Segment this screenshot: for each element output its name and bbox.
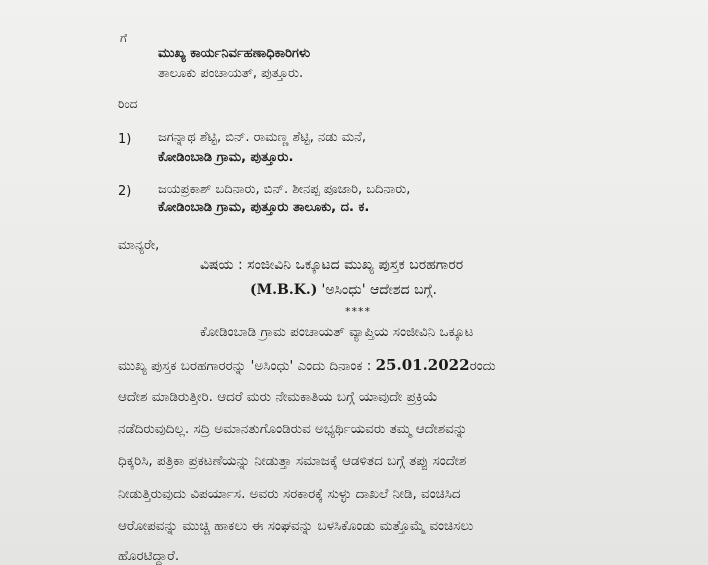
body-line-8: ಹೊರಟಿದ್ದಾರೆ. <box>118 548 180 564</box>
body-line-2-pre: ಮುಖ್ಯ ಪುಸ್ತಕ ಬರಹಗಾರರನ್ನು 'ಅಸಿಂಧು' ಎಂದು ದಿನಾಂಕ : <box>118 358 372 374</box>
to-label: ಗೆ <box>120 31 127 45</box>
sender-1-line2: ಕೋಡಿಂಬಾಡಿ ಗ್ರಾಮ, ಪುತ್ತೂರು. <box>158 150 294 165</box>
body-line-4: ನಡೆದಿರುವುದಿಲ್ಲ. ಸದ್ರಿ ಅಮಾನತುಗೊಂಡಿರುವ ಅಭ್ಯರ್ಥಿಯವರು ತಮ್ಮ ಆದೇಶವನ್ನು <box>118 421 468 437</box>
sender-2-line2: ಕೋಡಿಂಬಾಡಿ ಗ್ರಾಮ, ಪುತ್ತೂರು ತಾಲೂಕು, ದ. ಕ. <box>158 200 370 215</box>
subject-remainder: 'ಅಸಿಂಧು' ಆದೇಶದ ಬಗ್ಗೆ. <box>321 282 437 298</box>
body-line-3: ಆದೇಶ ಮಾಡಿರುತ್ತೀರಿ. ಆದರೆ ಮರು ನೇಮಕಾತಿಯ ಬಗ್ಗೆ ಯಾವುದೇ ಪ್ರಕ್ರಿಯೆ <box>118 389 438 405</box>
subject-line-2 <box>250 282 437 299</box>
body-line-6: ನೀಡುತ್ತಿರುವುದು ವಿಪರ್ಯಾಸ. ಅವರು ಸರಕಾರಕ್ಕೆ ಸುಳ್ಳು ದಾಖಲೆ ನೀಡಿ, ವಂಚಿಸಿದ <box>118 486 461 502</box>
order-date: 25.01.2022 <box>375 356 470 374</box>
recipient-title: ಮುಖ್ಯ ಕಾರ್ಯನಿರ್ವಹಣಾಧಿಕಾರಿಗಳು <box>158 46 311 61</box>
sender-2-line1: ಜಯಪ್ರಕಾಶ್ ಬದಿನಾರು, ಬಿನ್. ಶೀನಪ್ಪ ಪೂಜಾರಿ, ಬದಿನಾರು, <box>158 182 411 197</box>
sender-1-line1: ಜಗನ್ನಾಥ ಶೆಟ್ಟಿ, ಬಿನ್. ರಾಮಣ್ಣ ಶೆಟ್ಟಿ, ನಡು ಮನೆ, <box>158 130 367 145</box>
from-label: ರಿಂದ <box>118 97 138 111</box>
separator: **** <box>345 305 371 318</box>
body-line-1: ಕೋಡಿಂಬಾಡಿ ಗ್ರಾಮ ಪಂಚಾಯತ್ ವ್ಯಾಪ್ತಿಯ ಸಂಜೀವಿನಿ ಒಕ್ಕೂಟ <box>200 324 474 340</box>
sender-2-number: 2) <box>118 184 132 199</box>
salutation: ಮಾನ್ಯರೇ, <box>118 238 160 253</box>
body-line-5: ಧಿಕ್ಕರಿಸಿ, ಪತ್ರಿಕಾ ಪ್ರಕಟಣೆಯನ್ನು ನೀಡುತ್ತಾ ಸಮಾಜಕ್ಕೆ ಆಡಳಿತದ ಬಗ್ಗೆ ತಪ್ಪು ಸಂದೇಶ <box>118 453 467 469</box>
body-line-7: ಆರೋಪವನ್ನು ಮುಚ್ಚಿ ಹಾಕಲು ಈ ಸಂಘವನ್ನು ಬಳಸಿಕೊಂಡು ಮತ್ತೊಮ್ಮೆ ವಂಚಿಸಲು <box>118 518 474 534</box>
body-line-2-post: ರಂದು <box>469 358 496 374</box>
body-line-2 <box>118 357 496 374</box>
recipient-office: ತಾಲೂಕು ಪಂಚಾಯತ್, ಪುತ್ತೂರು. <box>158 66 304 81</box>
sender-1-number: 1) <box>118 132 132 147</box>
subject-code: (M.B.K.) <box>250 282 318 298</box>
subject-line-1: ವಿಷಯ : ಸಂಜೀವಿನಿ ಒಕ್ಕೂಟದ ಮುಖ್ಯ ಪುಸ್ತಕ ಬರಹಗಾರರ <box>200 257 464 273</box>
